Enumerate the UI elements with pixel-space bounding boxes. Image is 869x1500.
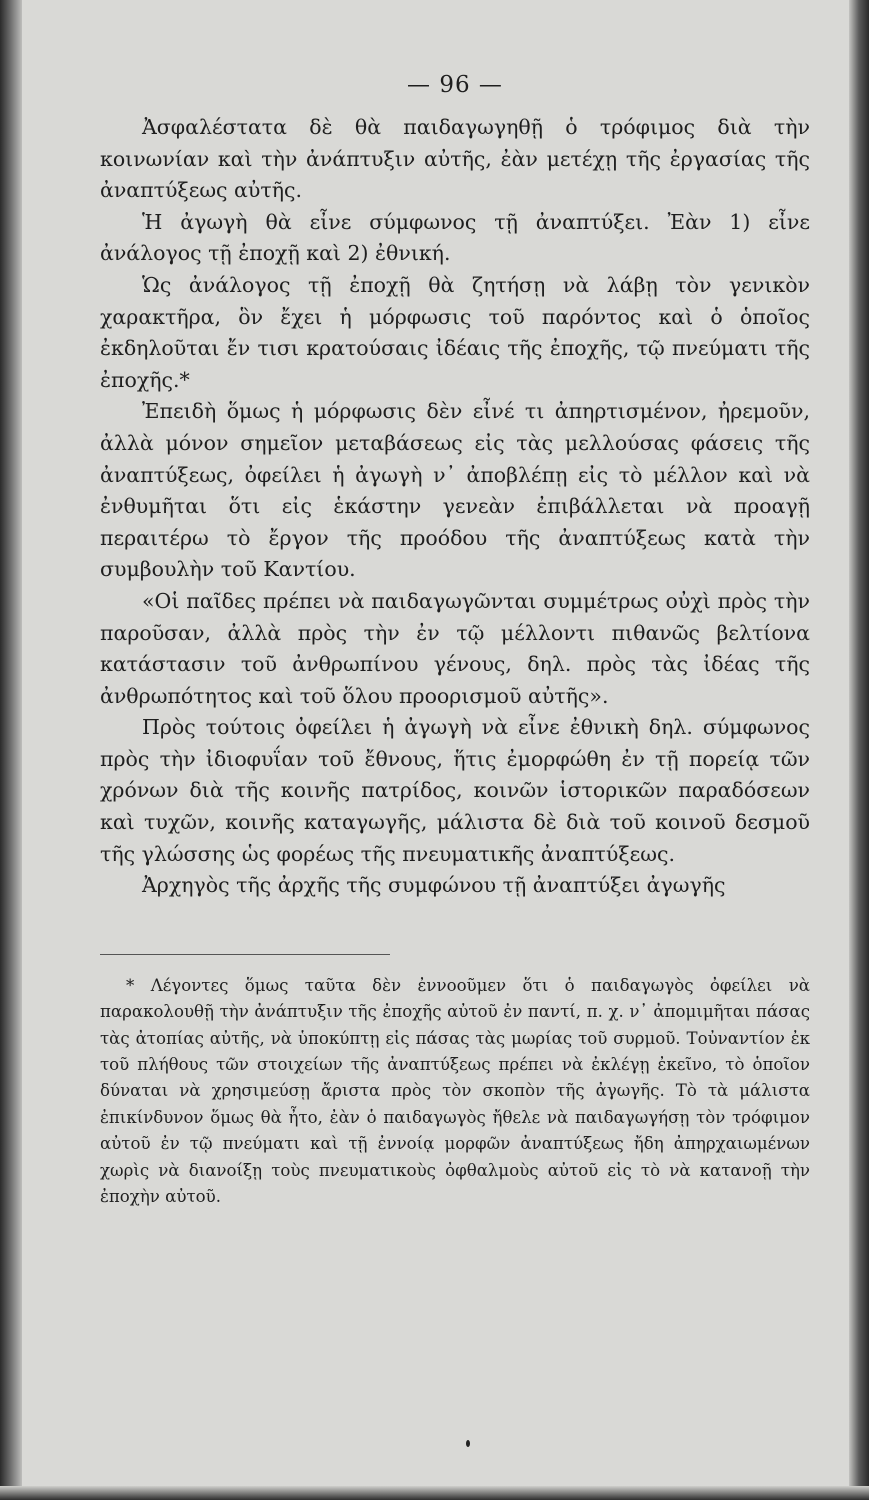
paragraph: Ἐπειδὴ ὅμως ἡ μόρφωσις δὲν εἶνέ τι ἀπηρτισμένον, ἠρεμοῦν, ἀλλὰ μόνον σημεῖον μεταβάσεως εἰς τὰς μελλούσας φάσεις τῆς ἀναπτύξεως, ὀφείλει ἡ ἀγωγὴ ν᾽ ἀποβλέπῃ εἰς τὸ μέλλον καὶ νὰ ἐνθυμῆται ὅτι εἰς ἑκάστην γενεὰν ἐπιβάλλεται νὰ προαγῇ περαιτέρω τὸ ἔργον τῆς προόδου τῆς ἀναπτύξεως κατὰ τὴν συμβουλὴν τοῦ Καντίου. — [100, 399, 810, 582]
footnote: * Λέγοντες ὅμως ταῦτα δὲν ἐννοοῦμεν ὅτι ὁ παιδαγωγὸς ὀφείλει νὰ παρακολουθῇ τὴν ἀνάπτυξιν τῆς ἐποχῆς αὐτοῦ ἐν παντί, π. χ. ν᾽ ἀπομιμῆται πάσας τὰς ἀτοπίας αὐτῆς, νὰ ὑποκύπτῃ εἰς πάσας τὰς μωρίας τοῦ συρμοῦ. Τοὐναντίον ἐκ τοῦ πλήθους τῶν στοιχείων τῆς ἀναπτύξεως πρέπει νὰ ἐκλέγῃ ἐκεῖνο, τὸ ὁποῖον δύναται νὰ χρησιμεύσῃ ἄριστα πρὸς τὸν σκοπὸν τῆς ἀγωγῆς. Τὸ τὰ μάλιστα ἐπικίνδυνον ὅμως θὰ ἦτο, ἐὰν ὁ παιδαγωγὸς ἤθελε νὰ παιδαγωγήσῃ τὸν τρόφιμον αὐτοῦ ἐν τῷ πνεύματι καὶ τῇ ἐννοίᾳ μορφῶν ἀναπτύξεως ἤδη ἀπηρχαιωμένων χωρὶς νὰ διανοίξῃ τοὺς πνευματικοὺς ὀφθαλμοὺς αὐτοῦ εἰς τὸ νὰ κατανοῇ τὴν ἐποχὴν αὐτοῦ. — [100, 975, 810, 1207]
page-edge-shadow-bottom — [0, 1486, 869, 1500]
paragraph: Ἀρχηγὸς τῆς ἀρχῆς τῆς συμφώνου τῇ ἀναπτύξει ἀγωγῆς — [142, 873, 726, 898]
paragraph: Ἡ ἀγωγὴ θὰ εἶνε σύμφωνος τῇ ἀναπτύξει. Ἐὰν 1) εἶνε ἀνάλογος τῇ ἐποχῇ καὶ 2) ἐθνική. — [100, 209, 810, 266]
page-edge-shadow-right — [849, 0, 869, 1500]
page-number: — 96 — — [407, 72, 503, 98]
ink-speck — [466, 1440, 470, 1447]
page-content — [100, 72, 810, 1211]
paragraph: Πρὸς τούτοις ὀφείλει ἡ ἀγωγὴ νὰ εἶνε ἐθνικὴ δηλ. σύμφωνος πρὸς τὴν ἰδιοφυΐαν τοῦ ἔθνους, ἥτις ἐμορφώθη ἐν τῇ πορείᾳ τῶν χρόνων διὰ τῆς κοινῆς πατρίδος, κοινῶν ἱστορικῶν παραδόσεων καὶ τυχῶν, κοινῆς καταγωγῆς, μάλιστα δὲ διὰ τοῦ κοινοῦ δεσμοῦ τῆς γλώσσης ὡς φορέως τῆς πνευματικῆς ἀναπτύξεως. — [100, 715, 810, 866]
paragraph: Ὡς ἀνάλογος τῇ ἐποχῇ θὰ ζητήσῃ νὰ λάβῃ τὸν γενικὸν χαρακτῆρα, ὃν ἔχει ἡ μόρφωσις τοῦ παρόντος καὶ ὁ ὁποῖος ἐκδηλοῦται ἔν τισι κρατούσαις ἰδέαις τῆς ἐποχῆς, τῷ πνεύματι τῆς ἐποχῆς.* — [100, 272, 810, 392]
page-edge-shadow-left — [0, 0, 22, 1500]
footnote-divider — [100, 954, 390, 955]
quotation-paragraph: «Οἱ παῖδες πρέπει νὰ παιδαγωγῶνται συμμέτρως οὐχὶ πρὸς τὴν παροῦσαν, ἀλλὰ πρὸς τὴν ἐν τῷ μέλλοντι πιθανῶς βελτίονα κατάστασιν τοῦ ἀνθρωπίνου γένους, δηλ. πρὸς τὰς ἰδέας τῆς ἀνθρωπότητος καὶ τοῦ ὅλου προορισμοῦ αὐτῆς». — [100, 588, 810, 708]
body-text — [100, 112, 810, 902]
paragraph: Ἀσφαλέστατα δὲ θὰ παιδαγωγηθῇ ὁ τρόφιμος διὰ τὴν κοινωνίαν καὶ τὴν ἀνάπτυξιν αὐτῆς, ἐὰν μετέχῃ τῆς ἐργασίας τῆς ἀναπτύξεως αὐτῆς. — [100, 115, 810, 203]
